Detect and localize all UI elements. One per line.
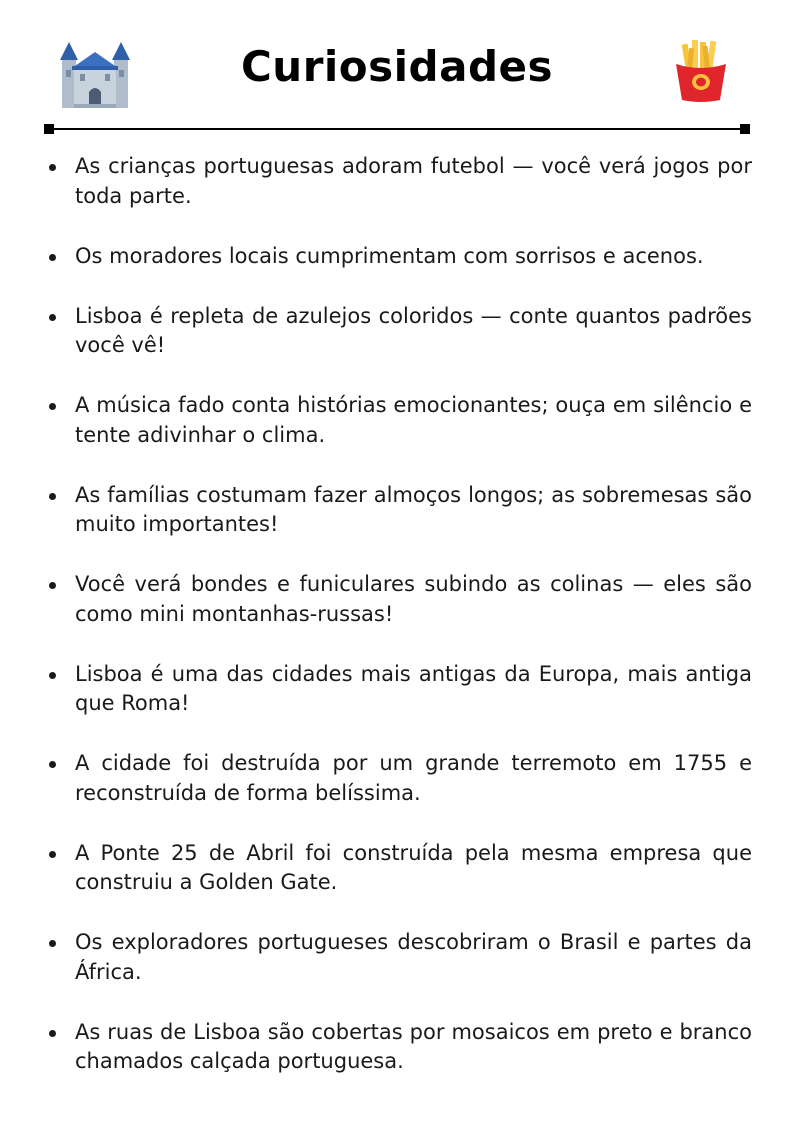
bullet-icon (49, 761, 56, 768)
fact-text: A Ponte 25 de Abril foi construída pela mesma empresa que construiu a Golden Gate. (75, 840, 752, 894)
list-item (44, 302, 752, 361)
list-item (44, 152, 752, 211)
french-fries-icon (670, 38, 732, 102)
fact-text: Lisboa é repleta de azulejos coloridos — conte quantos padrões você vê! (75, 303, 752, 357)
bullet-icon (49, 493, 56, 500)
bullet-icon (49, 403, 56, 410)
fact-text: As famílias costumam fazer almoços longos; as sobremesas são muito importantes! (75, 482, 752, 536)
bullet-icon (49, 672, 56, 679)
list-item (44, 570, 752, 629)
fact-text: Lisboa é uma das cidades mais antigas da Europa, mais antiga que Roma! (75, 661, 752, 715)
list-item (44, 839, 752, 898)
bullet-icon (49, 582, 56, 589)
fact-text: Você verá bondes e funiculares subindo as colinas — eles são como mini montanhas-russas! (75, 572, 752, 626)
fact-text: Os moradores locais cumprimentam com sorrisos e acenos. (75, 243, 704, 268)
list-item (44, 391, 752, 450)
list-item (44, 749, 752, 808)
list-item (44, 1018, 752, 1077)
list-item (44, 242, 752, 272)
list-item (44, 928, 752, 987)
bullet-icon (49, 254, 56, 261)
list-item (44, 481, 752, 540)
header-divider (44, 124, 750, 134)
fact-text: As ruas de Lisboa são cobertas por mosaicos em preto e branco chamados calçada portuguesa. (75, 1019, 752, 1073)
page-header (0, 30, 794, 120)
divider-end-right (740, 124, 750, 134)
bullet-icon (49, 314, 56, 321)
bullet-icon (49, 851, 56, 858)
divider-line (48, 128, 746, 130)
bullet-icon (49, 940, 56, 947)
fact-text: Os exploradores portugueses descobriram o Brasil e partes da África. (75, 930, 752, 984)
page-title: Curiosidades (240, 42, 554, 91)
fact-text: A cidade foi destruída por um grande terremoto em 1755 e reconstruída de forma belíssima. (75, 751, 752, 805)
bullet-icon (49, 1030, 56, 1037)
facts-list (44, 152, 752, 1107)
bullet-icon (49, 164, 56, 171)
fact-text: A música fado conta histórias emocionantes; ouça em silêncio e tente adivinhar o clima. (75, 393, 752, 447)
fact-text: As crianças portuguesas adoram futebol — você verá jogos por toda parte. (75, 154, 752, 208)
list-item (44, 660, 752, 719)
